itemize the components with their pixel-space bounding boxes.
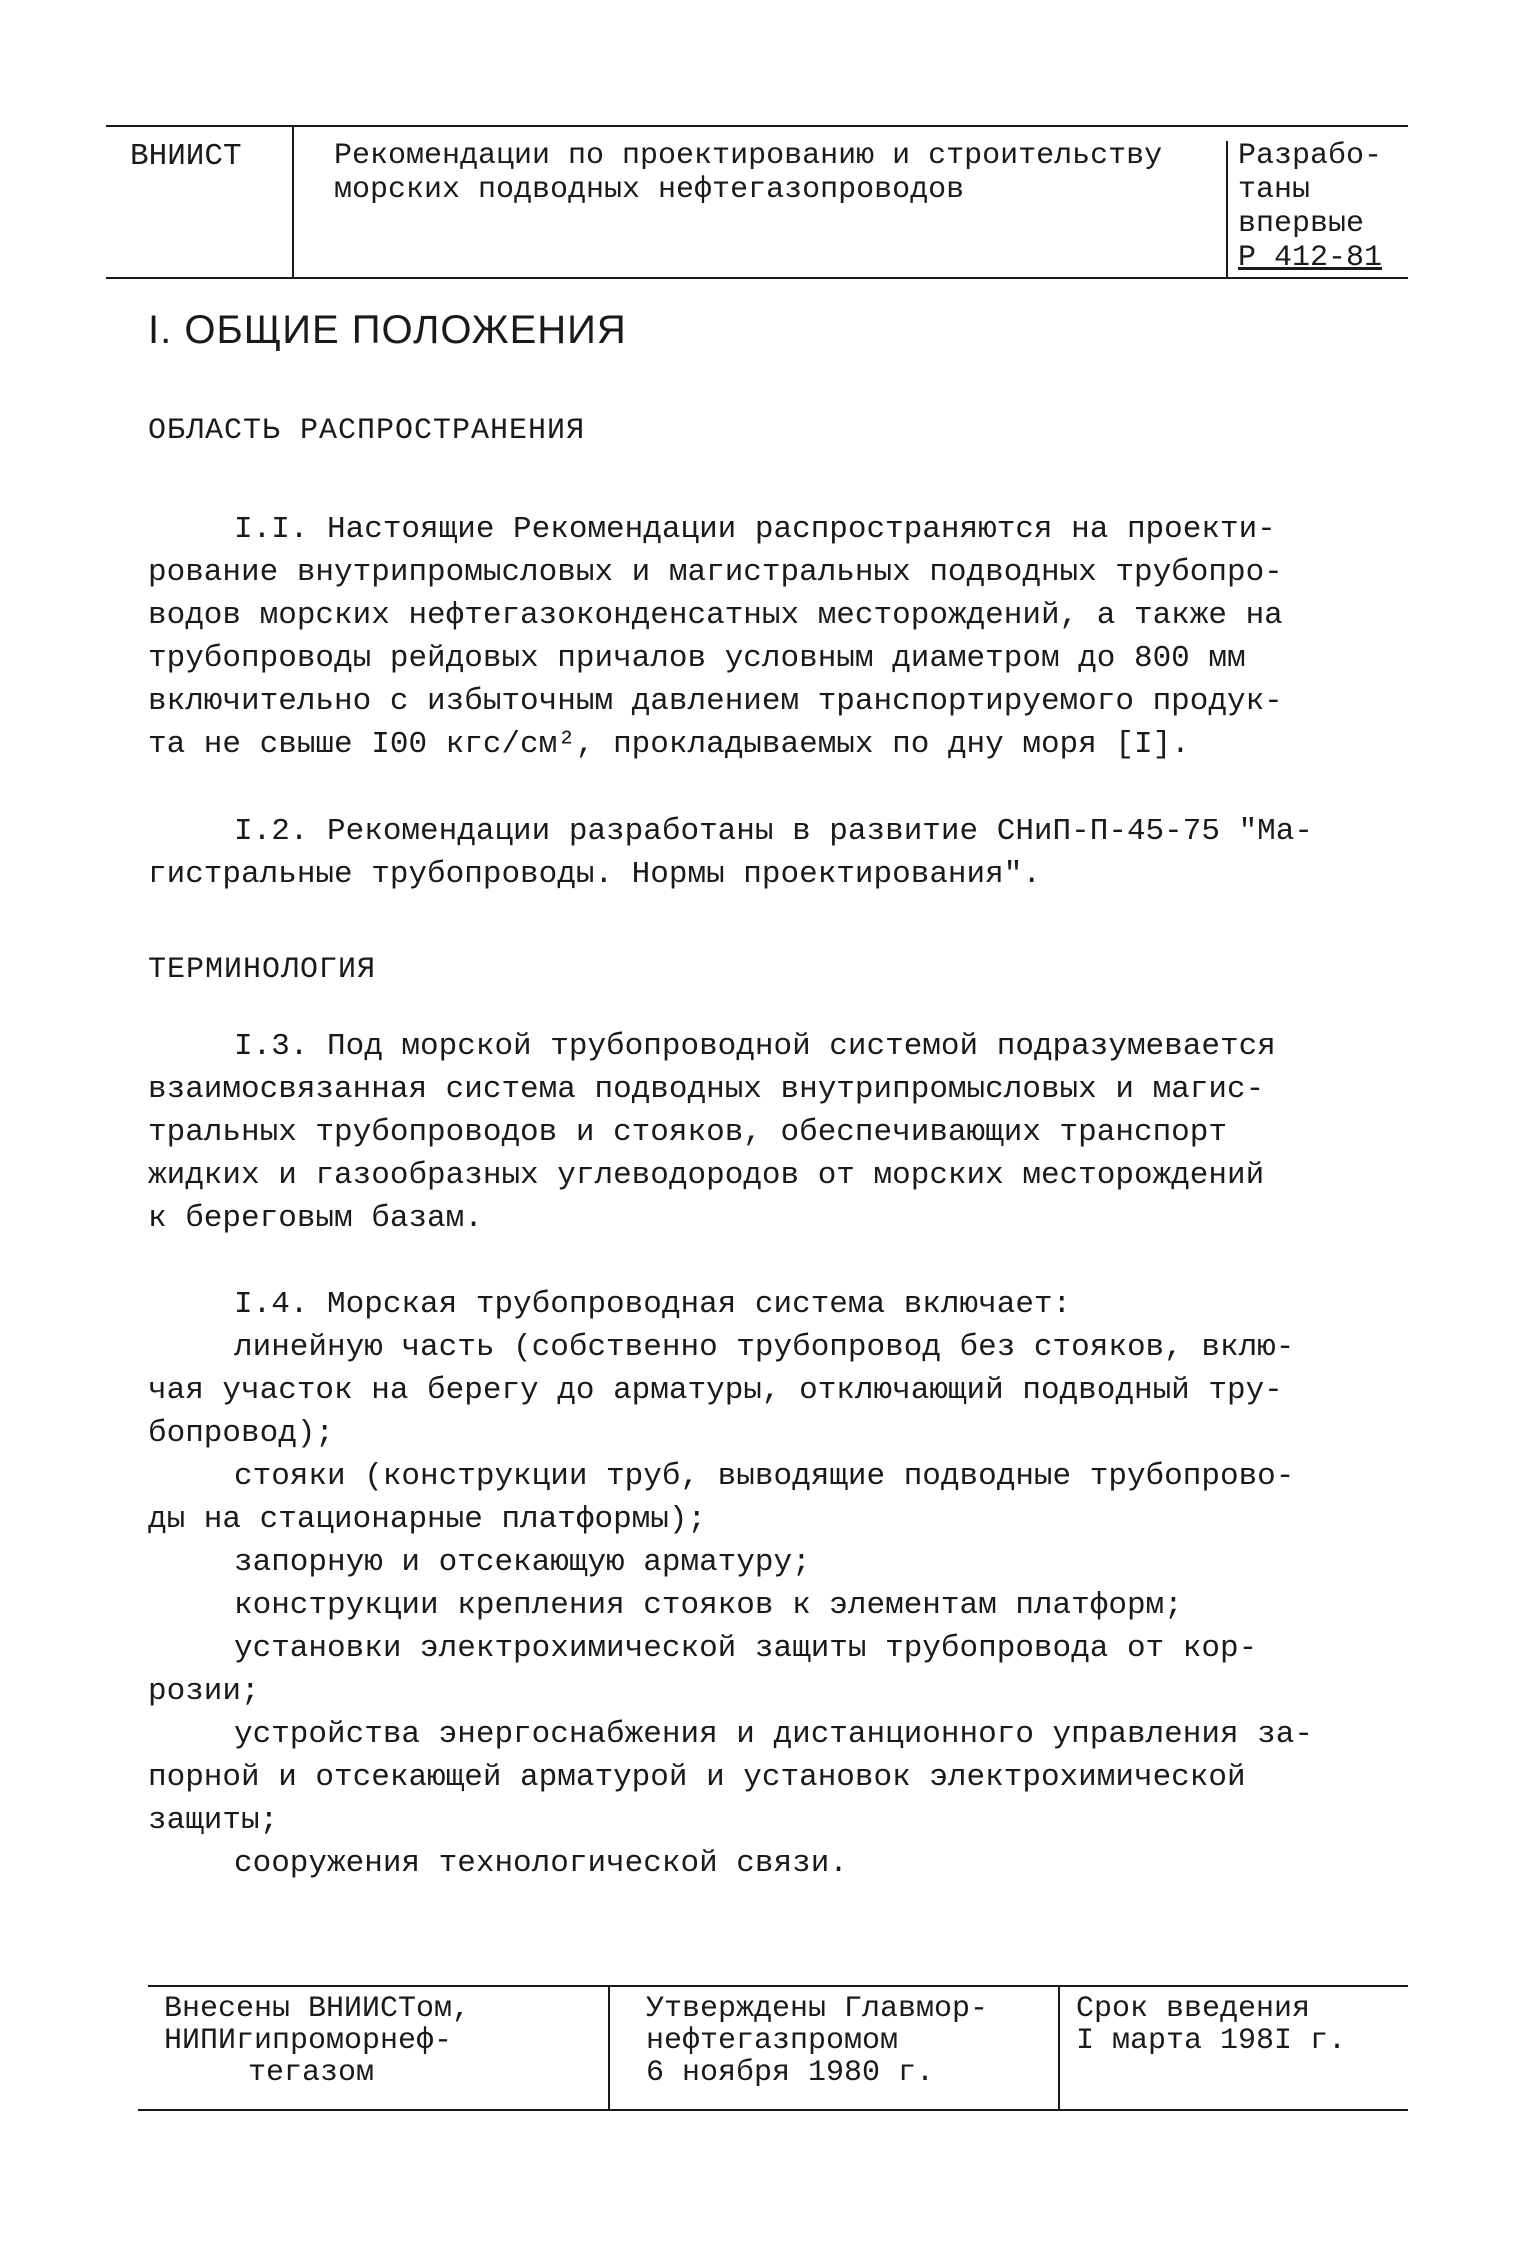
header-title: Рекомендации по проектированию и строительству морских подводных нефтегазопроводов (334, 139, 1163, 207)
text-line: стояки (конструкции труб, выводящие подводные трубопрово- (234, 1459, 1295, 1494)
footer-line: НИПИгипроморнеф- (164, 2024, 453, 2058)
section-title: I. ОБЩИЕ ПОЛОЖЕНИЯ (148, 308, 627, 352)
footer-bottom-rule (138, 2109, 1408, 2111)
header-divider-1 (292, 125, 294, 279)
text-line: I.I. Настоящие Рекомендации распространяются на проекти- (234, 512, 1276, 547)
text-line: устройства энергоснабжения и дистанционного управления за- (234, 1717, 1313, 1752)
text-line: I.3. Под морской трубопроводной системой подразумевается (234, 1029, 1276, 1064)
text-line: линейную часть (собственно трубопровод без стояков, вклю- (234, 1330, 1295, 1365)
text-line: тральных трубопроводов и стояков, обеспечивающих транспорт (148, 1115, 1227, 1150)
text-line: к береговым базам. (148, 1201, 483, 1236)
document-code: Р 412-81 (1238, 241, 1383, 275)
footer-line: тегазом (248, 2056, 375, 2090)
text-line: взаимосвязанная система подводных внутрипромысловых и магис- (148, 1072, 1265, 1107)
footer-effective-date (1076, 1993, 1346, 2057)
paragraph-1-4 (148, 1283, 1410, 1885)
header-side-line: Разрабо- (1238, 139, 1383, 173)
header-side-line: таны (1238, 173, 1311, 207)
footer-line: Срок введения (1076, 1992, 1311, 2026)
text-line: жидких и газообразных углеводородов от морских месторождений (148, 1158, 1265, 1193)
document-footer (138, 1985, 1408, 2113)
footer-line: Утверждены Главмор- (646, 1992, 989, 2026)
text-line: чая участок на берегу до арматуры, отключающий подводный тру- (148, 1373, 1283, 1408)
footer-top-rule (148, 1985, 1408, 1987)
footer-divider-1 (608, 1985, 610, 2109)
footer-line: I марта 198I г. (1076, 2024, 1347, 2058)
text-line: розии; (148, 1674, 260, 1709)
footer-line: нефтегазпромом (646, 2024, 899, 2058)
text-line: I.2. Рекомендации разработаны в развитие СНиП-П-45-75 "Ма- (234, 814, 1313, 849)
document-header (106, 125, 1408, 280)
text-line: ды на стационарные платформы); (148, 1502, 707, 1537)
footer-line: Внесены ВНИИСТом, (164, 1992, 471, 2026)
subheading-scope: ОБЛАСТЬ РАСПРОСТРАНЕНИЯ (148, 414, 586, 448)
footer-divider-2 (1058, 1985, 1060, 2109)
text-line: бопровод); (148, 1416, 335, 1451)
text-line: порной и отсекающей арматурой и установок электрохимической (148, 1760, 1246, 1795)
footer-submitted (164, 1993, 470, 2089)
text-line: запорную и отсекающую арматуру; (234, 1545, 811, 1580)
text-line: та не свыше I00 кгс/см², прокладываемых по дну моря [I]. (148, 727, 1190, 762)
footer-line: 6 ноября 1980 г. (646, 2056, 935, 2090)
header-top-rule (106, 125, 1408, 127)
text-line: включительно с избыточным давлением транспортируемого продук- (148, 684, 1283, 719)
header-divider-2 (1226, 141, 1228, 279)
header-side-line: впервые (1238, 207, 1365, 241)
text-line: защиты; (148, 1803, 279, 1838)
header-org: ВНИИСТ (130, 139, 242, 174)
text-line: установки электрохимической защиты трубопровода от кор- (234, 1631, 1258, 1666)
text-line: конструкции крепления стояков к элементам платформ; (234, 1588, 1183, 1623)
text-line: рование внутрипромысловых и магистральных подводных трубопро- (148, 555, 1283, 590)
header-side (1238, 139, 1413, 275)
text-line: I.4. Морская трубопроводная система включает: (234, 1287, 1072, 1322)
paragraph-1-2 (148, 810, 1410, 896)
text-line: трубопроводы рейдовых причалов условным диаметром до 800 мм (148, 641, 1246, 676)
paragraph-1-1 (148, 508, 1410, 766)
text-line: водов морских нефтегазоконденсатных месторождений, а также на (148, 598, 1283, 633)
subheading-terminology: ТЕРМИНОЛОГИЯ (148, 953, 377, 987)
text-line: сооружения технологической связи. (234, 1846, 848, 1881)
footer-approved (646, 1993, 988, 2089)
paragraph-1-3 (148, 1025, 1410, 1240)
header-bottom-rule (106, 277, 1408, 279)
text-line: гистральные трубопроводы. Нормы проектирования". (148, 857, 1041, 892)
